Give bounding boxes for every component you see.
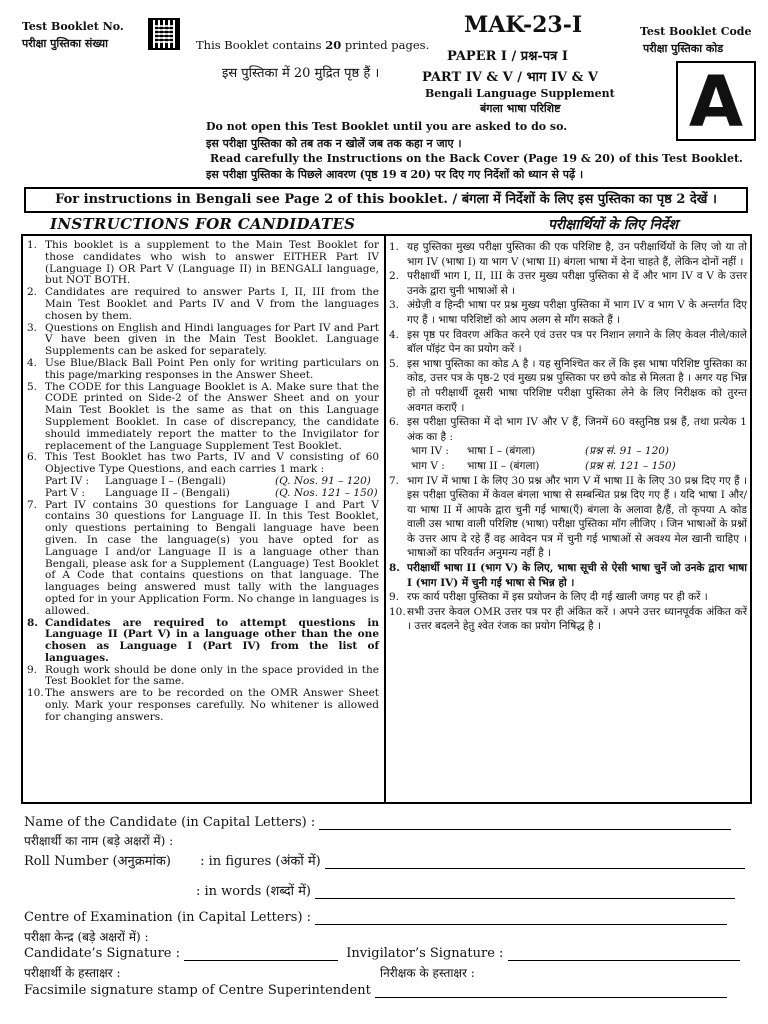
- item-text: भाग IV में भाषा I के लिए 30 प्रश्न और भाग V में भाषा II के लिए 30 प्रश्न दिए गए हैं । इस परीक्षा पुस्तिका में केवल बंगला भाषा से सम्बन्धित प्रश्न दिए गए हैं । यदि भाषा I और/या भाषा II में आपके द्वारा चुनी गई भाषा(एँ) बंगला के अलावा है/हैं, तो कृपया A कोड वाली उस भाषा वाली परिशिष्ट (भाषा) परीक्षा पुस्तिका माँग लीजिए । जिन भाषाओं के प्रश्नों के उत्तर आप दे रहे हैं वह आवेदन पत्र में चुनी गई भाषाओं से अवश्य मेल खानी चाहिए । भाषाओं का परिवर्तन अनुमन्य नहीं है ।: [407, 474, 747, 560]
- facsimile-label: Facsimile signature stamp of Centre Superintendent: [24, 983, 371, 998]
- name-label: Name of the Candidate (in Capital Letters) :: [24, 815, 316, 830]
- signature-row: [24, 946, 740, 961]
- booklet-code-label-hi: परीक्षा पुस्तिका कोड: [643, 42, 724, 55]
- booklet-code-label: Test Booklet Code: [640, 25, 752, 38]
- qr-code-icon: [148, 18, 180, 50]
- words-row: [196, 881, 735, 899]
- notice-read-carefully-hi: इस परीक्षा पुस्तिका के पिछले आवरण (पृष्ठ 19 व 20) पर दिए गए निर्देशों को ध्यान से पढ़ें ।: [206, 168, 584, 181]
- exam-code: MAK-23-I: [464, 12, 583, 38]
- item-number: 4.: [389, 328, 400, 341]
- item-number: 9.: [27, 663, 38, 676]
- instructions-grid: [21, 234, 752, 804]
- instructions-english: [27, 240, 379, 724]
- instruction-item: [27, 358, 379, 382]
- roll-figures-field[interactable]: [325, 856, 745, 869]
- centre-field[interactable]: [315, 912, 727, 925]
- booklet-no-label: Test Booklet No.: [22, 20, 124, 33]
- bengali-instructions-banner: For instructions in Bengali see Page 2 of this booklet. / बंगला में निर्देशों के लिए इस पुस्तिका का पृष्ठ 2 देखें ।: [24, 187, 748, 213]
- name-row: [24, 815, 731, 830]
- instruction-item: [27, 665, 379, 689]
- instruction-item-hi: [389, 415, 747, 444]
- column-divider: [384, 236, 386, 802]
- candidate-signature-label-hi: परीक्षार्थी के हस्ताक्षर :: [24, 966, 121, 980]
- part-name: Part V :: [45, 486, 85, 499]
- roll-words-field[interactable]: [315, 886, 735, 899]
- item-text: Candidates are required to answer Parts I, II, III from the Main Test Booklet and Parts IV and V from the languages chosen by them.: [45, 286, 379, 322]
- item-text: This booklet is a supplement to the Main Test Booklet for those candidates who wish to answer EITHER Part IV (Language I) OR Part V (Language II) in BENGALI language, but NOT BOTH.: [45, 239, 379, 287]
- instruction-item: [27, 287, 379, 322]
- instruction-item-hi: [389, 561, 747, 590]
- part-questions: (Q. Nos. 121 – 150): [275, 486, 378, 499]
- supplement-title: Bengali Language Supplement: [425, 87, 615, 100]
- item-number: 10.: [27, 687, 44, 700]
- item-text: अंग्रेज़ी व हिन्दी भाषा पर प्रश्न मुख्य परीक्षा पुस्तिका में भाग IV व भाग V के अन्तर्गत दिए गए हैं । भाषा परिशिष्टों को आप अलग से माँग सकते हैं ।: [407, 299, 747, 326]
- item-number: 4.: [27, 356, 38, 369]
- instruction-item-hi: [389, 328, 747, 357]
- item-number: 1.: [27, 239, 38, 251]
- figures-label: : in figures (अंकों में): [200, 854, 321, 869]
- instructions-title-hi: परीक्षार्थियों के लिए निर्देश: [548, 217, 678, 233]
- roll-label: Roll Number (अनुक्रमांक): [24, 854, 171, 869]
- item-number: 7.: [27, 498, 38, 511]
- item-text: रफ कार्य परीक्षा पुस्तिका में इस प्रयोजन के लिए दी गई खाली जगह पर ही करें ।: [407, 591, 708, 604]
- invigilator-signature-field[interactable]: [508, 948, 740, 961]
- pages-suffix: printed pages.: [341, 38, 430, 52]
- item-text: सभी उत्तर केवल OMR उत्तर पत्र पर ही अंकित करें । अपने उत्तर ध्यानपूर्वक अंकित करें । उत्तर बदलने हेतु श्वेत रंजक का प्रयोग निषिद्ध है ।: [407, 605, 747, 633]
- invigilator-signature-label: Invigilator’s Signature :: [346, 946, 504, 961]
- instruction-item-hi: [389, 298, 747, 327]
- part-language: भाषा II – (बंगला): [467, 459, 540, 472]
- part-row: [27, 476, 379, 488]
- item-number: 8.: [389, 562, 400, 575]
- item-number: 2.: [27, 286, 38, 299]
- part-name: भाग IV :: [411, 445, 449, 458]
- booklet-code-box: A: [676, 61, 756, 141]
- item-text: यह पुस्तिका मुख्य परीक्षा पुस्तिका की एक परिशिष्ट है, उन परीक्षार्थियों के लिए जो या तो भाग IV (भाषा I) या भाग V (भाषा II) बंगला भाषा में देना चाहते हैं, लेकिन दोनों नहीं ।: [407, 241, 747, 268]
- candidate-signature-field[interactable]: [184, 948, 338, 961]
- part-questions: (प्रश्न सं. 121 – 150): [585, 459, 676, 472]
- item-number: 6.: [389, 416, 400, 429]
- part-row-hi: [389, 459, 747, 474]
- candidate-signature-label: Candidate’s Signature :: [24, 946, 180, 961]
- part-language: Language II – (Bengali): [105, 486, 230, 499]
- instructions-title: INSTRUCTIONS FOR CANDIDATES: [50, 215, 356, 233]
- item-number: 3.: [389, 299, 400, 312]
- pages-info: [196, 38, 429, 52]
- facsimile-field[interactable]: [375, 985, 727, 998]
- instruction-item: [27, 452, 379, 476]
- item-text: Candidates are required to attempt questions in Language II (Part V) in a language other than the one chosen as Language I (Part IV) from the list of languages.: [45, 616, 379, 664]
- item-text: इस परीक्षा पुस्तिका में दो भाग IV और V हैं, जिनमें 60 वस्तुनिष्ठ प्रश्न हैं, तथा प्रत्येक 1 अंक का है :: [407, 416, 747, 443]
- part-language: Language I – (Bengali): [105, 474, 226, 487]
- item-number: 6.: [27, 451, 38, 464]
- item-text: परीक्षार्थी भाग I, II, III के उत्तर मुख्य परीक्षा पुस्तिका से दें और भाग IV व V के उत्तर उनके द्वारा चुनी भाषाओं से ।: [407, 270, 747, 297]
- item-number: 8.: [27, 616, 38, 629]
- item-number: 5.: [389, 357, 400, 370]
- words-label: : in words (शब्दों में): [196, 884, 311, 899]
- instruction-item-hi: [389, 357, 747, 415]
- pages-count: 20: [325, 38, 342, 52]
- instruction-item-hi: [389, 605, 747, 634]
- item-text: परीक्षार्थी भाषा II (भाग V) के लिए, भाषा सूची से ऐसी भाषा चुनें जो उनके द्वारा भाषा I (भाग IV) में चुनी गई भाषा से भिन्न हो ।: [407, 562, 747, 589]
- booklet-no-label-hi: परीक्षा पुस्तिका संख्या: [22, 37, 109, 50]
- item-number: 9.: [389, 591, 400, 604]
- item-text: Use Blue/Black Ball Point Pen only for writing particulars on this page/marking responses in the Answer Sheet.: [45, 356, 379, 381]
- item-text: The CODE for this Language Booklet is A. Make sure that the CODE printed on Side-2 of the Answer Sheet and on your Main Test Booklet is the same as that on this Language Supplement Booklet. In case of discrepancy, the candidate should immediately report the matter to the Invigilator for replacement of the Language Supplement Test Booklet.: [45, 380, 379, 452]
- item-number: 1.: [389, 241, 400, 253]
- instruction-item: [27, 240, 379, 287]
- item-text: Part IV contains 30 questions for Language I and Part V contains 30 questions for Language II. In this Test Booklet, only questions pertaining to Bengali language have been given. In case the language(s) you have opted for as Language I and/or Language II is a language other than Bengali, please ask for a Supplement (Language) Test Booklet of A Code that contains questions on that language. The languages being answered must tally with the languages opted for in your Application Form. No change in languages is allowed.: [45, 498, 379, 617]
- item-text: This Test Booklet has two Parts, IV and V consisting of 60 Objective Type Questions, and each carries 1 mark :: [45, 451, 379, 476]
- part-language: भाषा I – (बंगला): [467, 445, 536, 458]
- part-title: PART IV & V / भाग IV & V: [422, 70, 598, 85]
- supplement-title-hi: बंगला भाषा परिशिष्ट: [480, 102, 561, 115]
- part-row-hi: [389, 444, 747, 459]
- notice-do-not-open: Do not open this Test Booklet until you are asked to do so.: [206, 120, 568, 133]
- item-text: इस भाषा पुस्तिका का कोड A है । यह सुनिश्चित कर लें कि इस भाषा परिशिष्ट पुस्तिका का कोड, उत्तर पत्र के पृष्ठ-2 एवं मुख्य प्रश्न पुस्तिका पर छपे कोड से मिलता है । अगर यह भिन्न हो तो परीक्षार्थी दूसरी भाषा परिशिष्ट परीक्षा पुस्तिका लेने के लिए निरीक्षक को तुरन्त अवगत कराएँ ।: [407, 357, 747, 414]
- centre-label-hi: परीक्षा केन्द्र (बड़े अक्षरों में) :: [24, 930, 149, 944]
- instructions-hindi: [389, 240, 747, 634]
- instruction-item-hi: [389, 269, 747, 298]
- instruction-item: [27, 618, 379, 665]
- instruction-item: [27, 688, 379, 723]
- pages-info-hi: इस पुस्तिका में 20 मुद्रित पृष्ठ हैं ।: [222, 66, 380, 81]
- centre-label: Centre of Examination (in Capital Letters) :: [24, 910, 312, 925]
- instruction-item-hi: [389, 474, 747, 562]
- notice-do-not-open-hi: इस परीक्षा पुस्तिका को तब तक न खोलें जब तक कहा न जाए ।: [206, 137, 462, 150]
- instruction-item: [27, 382, 379, 453]
- instruction-item-hi: [389, 590, 747, 605]
- instruction-item: [27, 500, 379, 618]
- item-number: 3.: [27, 321, 38, 334]
- item-number: 5.: [27, 380, 38, 393]
- item-text: Rough work should be done only in the space provided in the Test Booklet for the same.: [45, 663, 379, 688]
- notice-read-carefully: Read carefully the Instructions on the Back Cover (Page 19 & 20) of this Test Booklet.: [210, 152, 743, 165]
- item-number: 2.: [389, 270, 400, 283]
- item-text: Questions on English and Hindi languages for Part IV and Part V have been given in the Main Test Booklet. Language Supplements can be asked for separately.: [45, 321, 379, 358]
- invigilator-signature-label-hi: निरीक्षक के हस्ताक्षर :: [380, 966, 475, 980]
- pages-prefix: This Booklet contains: [196, 38, 326, 52]
- instruction-item: [27, 323, 379, 358]
- part-name: Part IV :: [45, 474, 90, 487]
- item-number: 7.: [389, 474, 400, 487]
- instruction-item-hi: [389, 240, 747, 269]
- paper-title: PAPER I / प्रश्न-पत्र I: [447, 49, 568, 64]
- name-label-hi: परीक्षार्थी का नाम (बड़े अक्षरों में) :: [24, 834, 174, 848]
- facsimile-row: [24, 983, 727, 998]
- item-number: 10.: [389, 605, 406, 618]
- item-text: The answers are to be recorded on the OMR Answer Sheet only. Mark your responses carefully. No whitener is allowed for changing answers.: [45, 687, 379, 723]
- part-questions: (Q. Nos. 91 – 120): [275, 474, 371, 487]
- part-questions: (प्रश्न सं. 91 – 120): [585, 445, 670, 458]
- item-text: इस पृष्ठ पर विवरण अंकित करने एवं उत्तर पत्र पर निशान लगाने के लिए केवल नीले/काले बॉल पॉइंट पेन का प्रयोग करें ।: [407, 328, 747, 356]
- centre-row: [24, 910, 727, 925]
- part-row: [27, 488, 379, 500]
- roll-row: [24, 851, 745, 869]
- part-name: भाग V :: [411, 459, 445, 472]
- name-field[interactable]: [319, 817, 731, 830]
